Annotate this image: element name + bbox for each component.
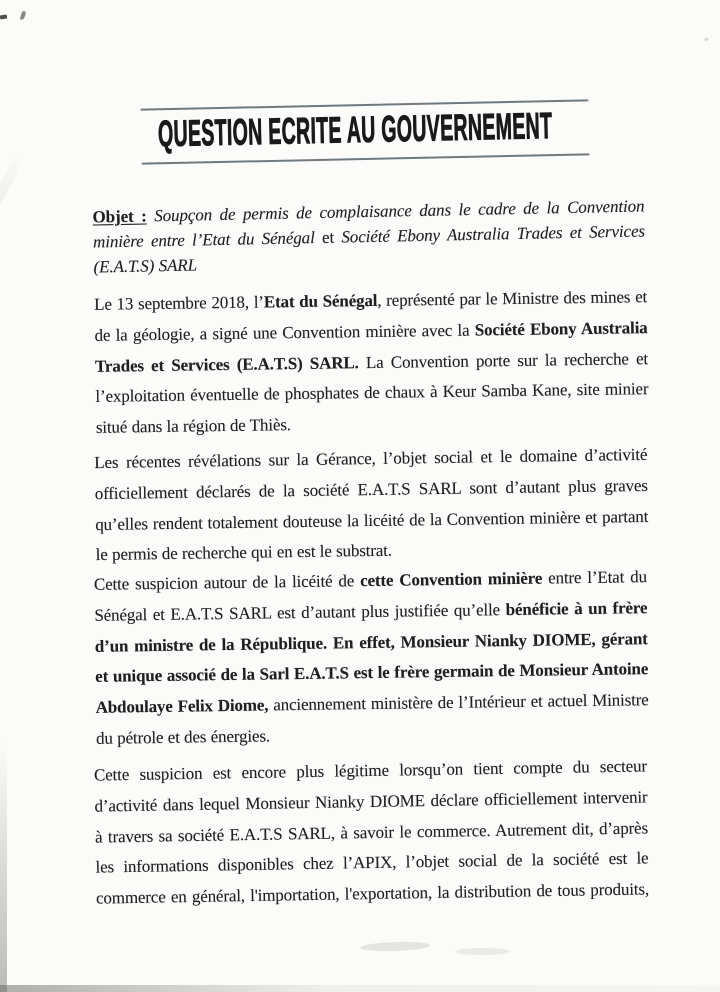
body-text: minière entre l’Etat du Sénégal	[92, 227, 323, 252]
body-text: de la géologie, a signé une Convention minière avec la	[94, 320, 475, 345]
body-text: (E.A.T.S) SARL	[93, 255, 198, 277]
body-text: d’activité dans lequel Monsieur Nianky DIOME déclare officiellement intervenir	[94, 787, 648, 816]
paragraph-secteur-activite	[94, 751, 649, 914]
title-banner	[140, 89, 589, 172]
scan-mark-icon	[20, 11, 27, 21]
body-text: à travers sa société E.A.T.S SARL, à savoir le commerce. Autrement dit, d’après	[94, 818, 649, 847]
scan-edge-bottom	[0, 985, 720, 992]
body-text: , représenté par le Ministre des mines et	[377, 287, 648, 310]
text-line	[96, 716, 649, 755]
emphasis-text: d’un ministre de la République. En effet, Monsieur Nianky DIOME, gérant	[94, 628, 648, 656]
body-text: La Convention porte sur la recherche et	[358, 348, 649, 372]
body-text: situé dans la région de Thiès.	[95, 415, 291, 438]
emphasis-text: Société Ebony Australia	[474, 317, 648, 340]
scan-mark-icon	[0, 15, 7, 20]
body-text: anciennement ministère de l’Intérieur et actuel Ministre	[268, 690, 649, 715]
scan-speck	[704, 38, 709, 41]
body-text: Le 13 septembre 2018, l’	[94, 292, 264, 314]
scan-smudge	[0, 150, 27, 305]
text-line	[96, 405, 649, 444]
body-text: Soupçon de permis de complaisance dans le cadre de la Convention	[146, 196, 645, 226]
page-title: QUESTION ECRITE AU GOUVERNEMENT	[157, 105, 553, 155]
scan-smudge	[360, 941, 430, 952]
emphasis-text: Objet :	[92, 206, 147, 227]
body-text: qu’elles rendent totalement douteuse la licéité de la Convention minière et partant	[95, 506, 649, 534]
body-text: Cette suspicion est encore plus légitime lorsqu’on tient compte du secteur	[93, 756, 648, 785]
paragraph-revelations	[94, 440, 649, 571]
body-text: commerce en général, l'importation, l'exportation, la distribution de tous produits,	[95, 879, 650, 908]
emphasis-text: Abdoulaye Felix Diome,	[95, 695, 269, 718]
body-text: Les récentes révélations sur la Gérance, l’objet social et le domaine d’activité	[94, 444, 648, 473]
body-text: entre l’Etat du	[542, 567, 648, 588]
emphasis-text: Trades et Services (E.A.T.S) SARL.	[94, 352, 359, 376]
body-text: Sénégal et E.A.T.S SARL est d’autant plus justifiée qu’elle	[94, 599, 506, 625]
paragraph-convention	[94, 282, 649, 444]
emphasis-text: bénéficie à un frère	[505, 597, 648, 619]
body-text: les informations disponibles chez l’APIX, l’objet social de la société est le	[95, 848, 649, 877]
body-text: le permis de recherche qui en est le substrat.	[95, 541, 393, 565]
objet-paragraph	[92, 193, 645, 279]
body-text: du pétrole et des énergies.	[95, 726, 271, 748]
emphasis-text: Etat du Sénégal	[263, 290, 378, 312]
body-text: Cette suspicion autour de la licéité de	[93, 571, 361, 594]
emphasis-text: cette Convention minière	[360, 568, 543, 591]
body-text: officiellement déclarés de la société E.A.T.S SARL sont d’autant plus graves	[94, 475, 648, 503]
scan-smudge	[455, 948, 510, 955]
body-text: Société Ebony Australia Trades et Services	[341, 221, 646, 247]
body-text: et	[321, 227, 342, 247]
title-rule-bottom	[142, 153, 590, 164]
paragraph-suspicion-frere	[94, 562, 650, 754]
body-text: l’exploitation éventuelle de phosphates de chaux à Keur Samba Kane, site minier	[95, 379, 649, 407]
emphasis-text: et unique associé de la Sarl E.A.T.S est le frère germain de Monsieur Antoine	[95, 659, 649, 687]
scan-edge-left	[0, 740, 7, 992]
